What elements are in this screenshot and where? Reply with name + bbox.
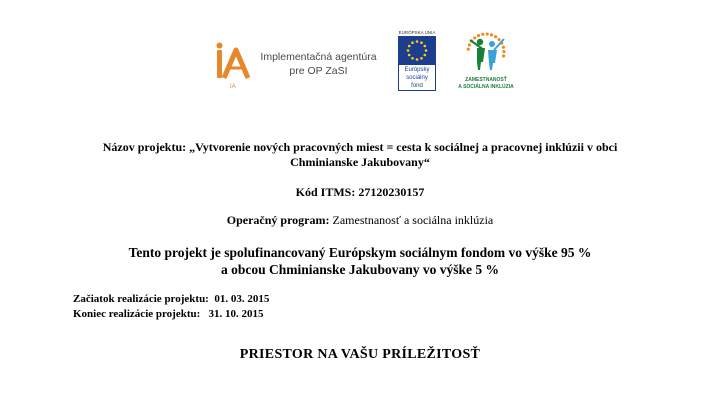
funding-line1: Tento projekt je spolufinancovaný Európskym sociálnym fondom vo výške 95 %	[128, 245, 592, 260]
eu-star-icon	[411, 57, 414, 60]
eu-label-line3: fond	[411, 83, 423, 89]
start-label: Začiatok realizácie projektu:	[73, 293, 209, 305]
slogan: PRIESTOR NA VAŠU PRÍLEŽITOSŤ	[239, 347, 481, 362]
program-value: Zamestnanosť a sociálna inklúzia	[332, 213, 494, 227]
ring-dot-icon	[502, 46, 505, 49]
project-name-line1: Názov projektu: „Vytvorenie nových pracovných miest = cesta k sociálnej a pracovnej inklúzii v obci	[102, 140, 618, 154]
eu-star-icon	[420, 57, 423, 60]
implementacna-agentura-logo	[210, 42, 385, 90]
ring-dot-icon	[481, 33, 484, 36]
funding-statement	[0, 244, 720, 278]
end-date-row	[73, 307, 269, 322]
eu-label	[398, 65, 436, 91]
start-date-row	[73, 292, 269, 307]
project-dates	[73, 292, 269, 322]
ring-dot-icon	[473, 36, 476, 39]
ring-dot-icon	[494, 35, 497, 38]
project-name	[0, 140, 720, 170]
zamestnanost-logo	[450, 30, 522, 96]
eu-star-icon	[416, 58, 419, 61]
eu-star-icon	[423, 45, 426, 48]
eu-star-icon	[408, 54, 411, 57]
end-value: 31. 10. 2015	[208, 308, 264, 320]
ia-line1: Implementačná agentúra	[260, 51, 377, 63]
ring-dot-icon	[477, 34, 480, 37]
eu-star-icon	[416, 40, 419, 43]
zam-line2: A SOCIÁLNA INKLÚZIA	[458, 83, 514, 90]
ring-dot-icon	[502, 54, 505, 57]
itms-code: Kód ITMS: 27120230157	[295, 185, 425, 199]
eu-esf-logo	[396, 30, 438, 92]
eu-star-icon	[411, 41, 414, 44]
eu-star-icon	[425, 49, 428, 52]
end-label: Koniec realizácie projektu:	[73, 308, 201, 320]
eu-star-icon	[408, 45, 411, 48]
eu-caption: EURÓPSKA ÚNIA	[398, 30, 436, 35]
ia-mark-text: IA	[230, 84, 236, 90]
eu-flag-icon	[398, 36, 436, 65]
start-value: 01. 03. 2015	[214, 293, 270, 305]
ring-dot-icon	[468, 43, 471, 46]
eu-star-icon	[420, 41, 423, 44]
ring-dot-icon	[490, 33, 493, 36]
ia-logo-text	[256, 50, 381, 78]
ring-dot-icon	[497, 38, 500, 41]
operational-program	[0, 213, 720, 228]
eu-label-line2: sociálny	[406, 75, 428, 81]
ring-dot-icon	[502, 50, 505, 53]
program-label: Operačný program:	[226, 213, 330, 227]
ring-dot-icon	[467, 48, 470, 51]
ring-dot-icon	[486, 32, 489, 35]
logo-strip	[0, 30, 720, 102]
eu-star-icon	[423, 54, 426, 57]
funding-line2: a obcou Chminianske Jakubovany vo výške 5 %	[221, 262, 499, 277]
eu-star-icon	[407, 49, 410, 52]
zam-line1: ZAMESTNANOSŤ	[465, 77, 507, 83]
zamestnanost-logo-text	[450, 77, 522, 90]
eu-label-line1: Európsky	[404, 67, 430, 73]
project-name-line2: Chminianske Jakubovany“	[290, 155, 430, 169]
ia-line2: pre OP ZaSI	[289, 65, 348, 77]
ia-logo-icon	[210, 42, 254, 90]
zamestnanost-figures-icon	[464, 30, 508, 76]
